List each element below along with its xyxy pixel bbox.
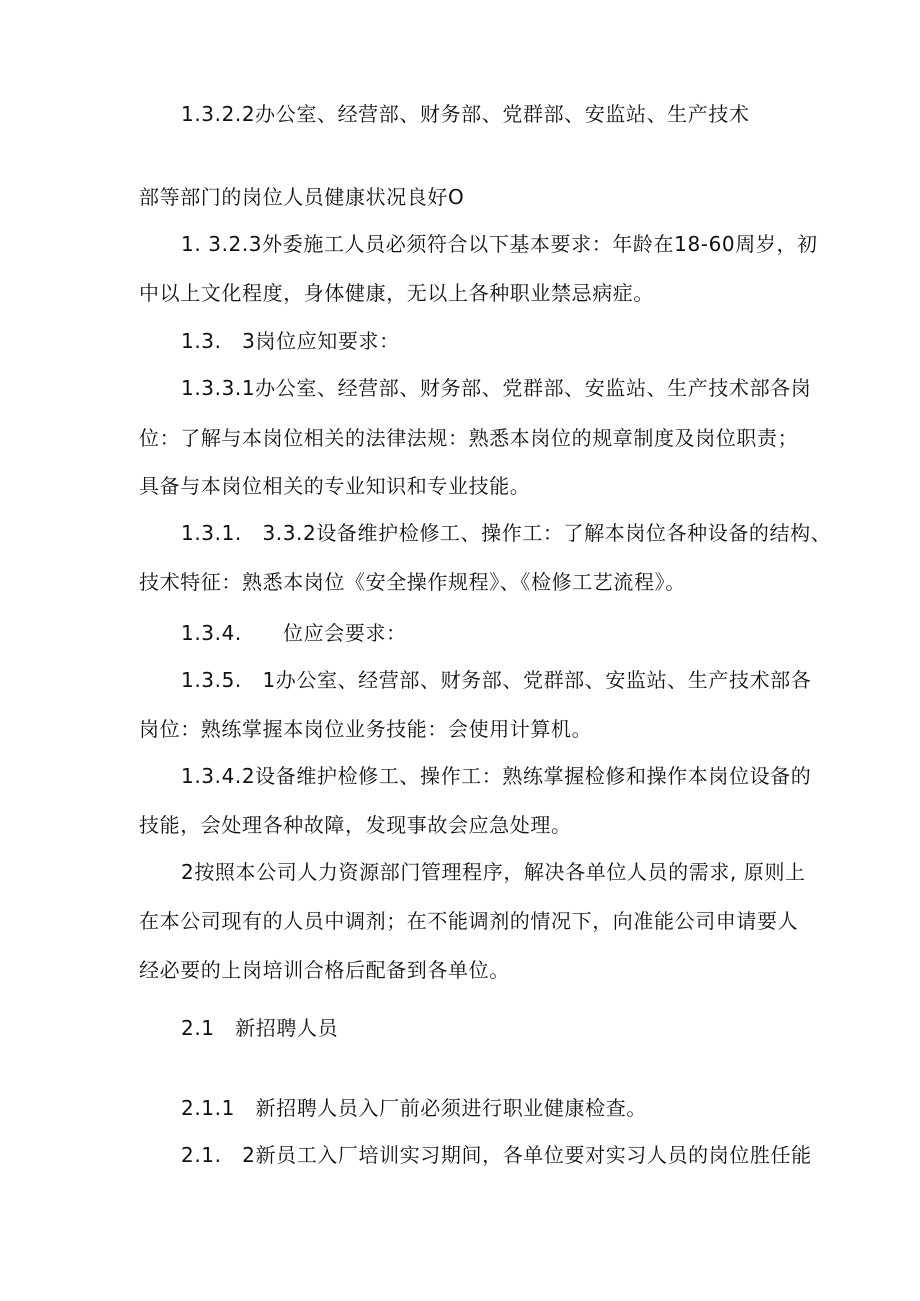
text-line: 岗位：熟练掌握本岗位业务技能：会使用计算机。	[139, 717, 593, 741]
text-line: 1. 3.2.3外委施工人员必须符合以下基本要求：年龄在18-60周岁，初	[181, 232, 818, 256]
text-line: 1.3.3.1办公室、经营部、财务部、党群部、安监站、生产技术部各岗	[181, 376, 812, 400]
text-line: 1.3.5. 1办公室、经营部、财务部、党群部、安监站、生产技术部各	[181, 668, 812, 692]
text-line: 中以上文化程度，身体健康，无以上各种职业禁忌病症。	[139, 281, 654, 305]
section-heading: 1.3. 3岗位应知要求：	[181, 329, 400, 353]
section-heading: 2.1 新招聘人员	[181, 1016, 339, 1040]
text-line: 部等部门的岗位人员健康状况良好O	[139, 185, 465, 209]
text-line: 在本公司现有的人员中调剂；在不能调剂的情况下，向准能公司申请要人	[139, 909, 799, 933]
text-line: 1.3.2.2办公室、经营部、财务部、党群部、安监站、生产技术	[181, 102, 750, 126]
section-heading: 1.3.4. 位应会要求：	[181, 621, 407, 645]
text-line: 1.3.1. 3.3.2设备维护检修工、操作工：了解本岗位各种设备的结构、	[181, 521, 832, 545]
text-line: 2.1.1 新招聘人员入厂前必须进行职业健康检查。	[181, 1096, 647, 1120]
text-line: 位：了解与本岗位相关的法律法规：熟悉本岗位的规章制度及岗位职责；	[139, 426, 799, 450]
text-line: 1.3.4.2设备维护检修工、操作工：熟练掌握检修和操作本岗位设备的	[181, 764, 812, 788]
text-line: 具备与本岗位相关的专业知识和专业技能。	[139, 474, 531, 498]
text-line: 经必要的上岗培训合格后配备到各单位。	[139, 958, 510, 982]
text-line: 2按照本公司人力资源部门管理程序，解决各单位人员的需求, 原则上	[181, 860, 806, 884]
text-line: 技能，会处理各种故障，发现事故会应急处理。	[139, 813, 572, 837]
text-line: 技术特征：熟悉本岗位《安全操作规程》、《检修工艺流程》。	[139, 570, 686, 594]
text-line: 2.1. 2新员工入厂培训实习期间，各单位要对实习人员的岗位胜任能	[181, 1143, 812, 1167]
